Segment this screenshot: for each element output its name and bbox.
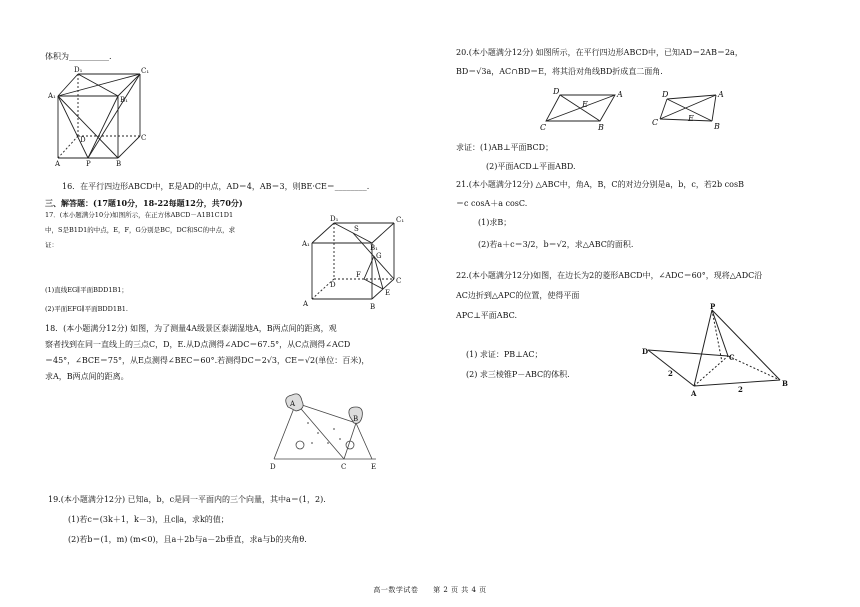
label-P: P	[710, 302, 716, 311]
label-B: B	[782, 379, 788, 388]
label-B: B	[598, 123, 604, 132]
q17-part1: (1)直线EG∥平面BDD1B1；	[45, 286, 128, 294]
label-F: F	[356, 271, 361, 279]
label-B1: B₁	[120, 96, 128, 104]
label-E: E	[582, 100, 588, 109]
label-A: A	[303, 300, 309, 308]
label-D1: D₁	[330, 215, 339, 223]
q21-line1: 21.(本小题满分12分) △ABC中，角A，B，C的对边分别是a，b，c，若2b cosB	[456, 180, 744, 189]
label-C1: C₁	[141, 67, 150, 75]
label-A1: A₁	[302, 240, 310, 248]
label-G: G	[376, 252, 382, 260]
label-C: C	[396, 277, 402, 285]
label-A: A	[617, 90, 623, 99]
label-C1: C₁	[396, 216, 405, 224]
q17-line1: 17．(本小题满分10分)如图所示，在正方体ABCD－A1B1C1D1	[45, 211, 234, 219]
tetrahedron-figure	[642, 302, 822, 402]
label-C2: C	[652, 118, 659, 127]
q15-tail: 体积为__________.	[45, 52, 112, 61]
q22-line1: 22.(本小题满分12分)如图，在边长为2的菱形ABCD中，∠ADC＝60°，现将△ADC沿	[456, 271, 763, 280]
label-B2: B	[714, 122, 720, 131]
q16: 16．在平行四边形ABCD中，E是AD的中点，AD＝4，AB＝3，则BE·CE＝________.	[62, 182, 370, 191]
q20-prove2: (2)平面ACD⊥平面ABD.	[486, 162, 576, 171]
label-A1: A₁	[48, 92, 56, 100]
section-3-heading: 三、解答题：(17题10分，18-22每题12分，共70分)	[45, 198, 243, 208]
q22-line3: APC⊥平面ABC.	[456, 311, 517, 320]
label-C: C	[540, 123, 547, 132]
label-D1: D₁	[74, 66, 83, 74]
q18-line3: ＝45°，∠BCE＝75°，从E点测得∠BEC＝60°.若测得DC＝2√3，CE＝√2(单位：百米)，	[45, 356, 370, 365]
q18-line1: 18．(本小题满分12分) 如图，为了测量4A级景区泰湖湿地A，B两点间的距离，观	[45, 324, 337, 333]
q21-part1: (1)求B；	[478, 218, 512, 227]
q22-part1: (1) 求证：PB⊥AC；	[466, 350, 543, 359]
label-side-2a: 2	[668, 369, 673, 378]
q21-line2: ＝c cosA＋a cosC.	[456, 199, 528, 208]
footer-page: 第 2 页 共 4 页	[433, 586, 487, 594]
q17-line3: 证：	[45, 241, 58, 249]
q19-line1: 19.(本小题满分12分) 已知a，b，c是同一平面内的三个向量，其中a＝(1，2).	[48, 495, 326, 504]
label-P: P	[86, 160, 91, 166]
label-C: C	[341, 463, 347, 471]
label-A: A	[290, 400, 296, 408]
q17-part2: (2)平面EFG∥平面BDD1B1.	[45, 305, 128, 313]
label-C: C	[141, 134, 147, 142]
q19-part2: (2)若b＝(1，m) (m<0)，且a＋2b与a－2b垂直，求a与b的夹角θ.	[68, 535, 307, 544]
label-S: S	[354, 225, 359, 233]
label-A: A	[691, 389, 697, 398]
label-D: D	[270, 463, 276, 471]
q22-part2: (2) 求三棱锥P－ABC的体积.	[466, 370, 570, 379]
q22-line2: AC边折到△APC的位置，使得平面	[456, 291, 580, 300]
label-A: A	[55, 160, 61, 166]
q17-line2: 中，S是B1D1的中点，E，F，G分别是BC，DC和SC的中点，求	[45, 226, 236, 234]
label-D: D	[330, 281, 336, 289]
label-D: D	[642, 347, 649, 356]
q18-line2: 察者找到在同一直线上的三点C，D，E.从D点测得∠ADC＝67.5°，从C点测得∠ACD	[45, 340, 351, 349]
label-A2: A	[718, 90, 724, 99]
label-D2: D	[662, 90, 669, 99]
label-B: B	[353, 415, 359, 423]
label-B: B	[370, 303, 376, 311]
label-E2: E	[688, 114, 694, 123]
footer-subject: 高一数学试卷	[373, 586, 419, 594]
q19-part1: (1)若c＝(3k＋1，k－3)，且c∥a，求k的值；	[68, 515, 229, 524]
q21-part2: (2)若a＋c＝3/2，b＝√2，求△ABC的面积.	[478, 240, 634, 249]
label-B: B	[116, 160, 122, 166]
label-E: E	[385, 289, 391, 297]
label-E: E	[371, 463, 377, 471]
q20-line2: BD＝√3a，AC∩BD＝E，将其沿对角线BD折成直二面角.	[456, 67, 663, 76]
label-D: D	[553, 87, 560, 96]
label-C: C	[729, 353, 735, 362]
q20-line1: 20.(本小题满分12分) 如图所示，在平行四边形ABCD中，已知AD＝2AB＝2a，	[456, 48, 743, 57]
cube-figure-2	[300, 213, 410, 311]
cube-figure-1	[48, 66, 158, 166]
q18-line4: 求A，B两点间的距离。	[45, 372, 129, 381]
page-footer	[0, 585, 860, 595]
parallelogram-figures	[540, 85, 740, 135]
label-B1: B₁	[370, 244, 378, 252]
label-D: D	[80, 136, 86, 144]
label-side-2b: 2	[738, 385, 743, 394]
q20-prove1: 求证：(1)AB⊥平面BCD；	[456, 143, 554, 152]
lake-figure	[268, 393, 384, 473]
